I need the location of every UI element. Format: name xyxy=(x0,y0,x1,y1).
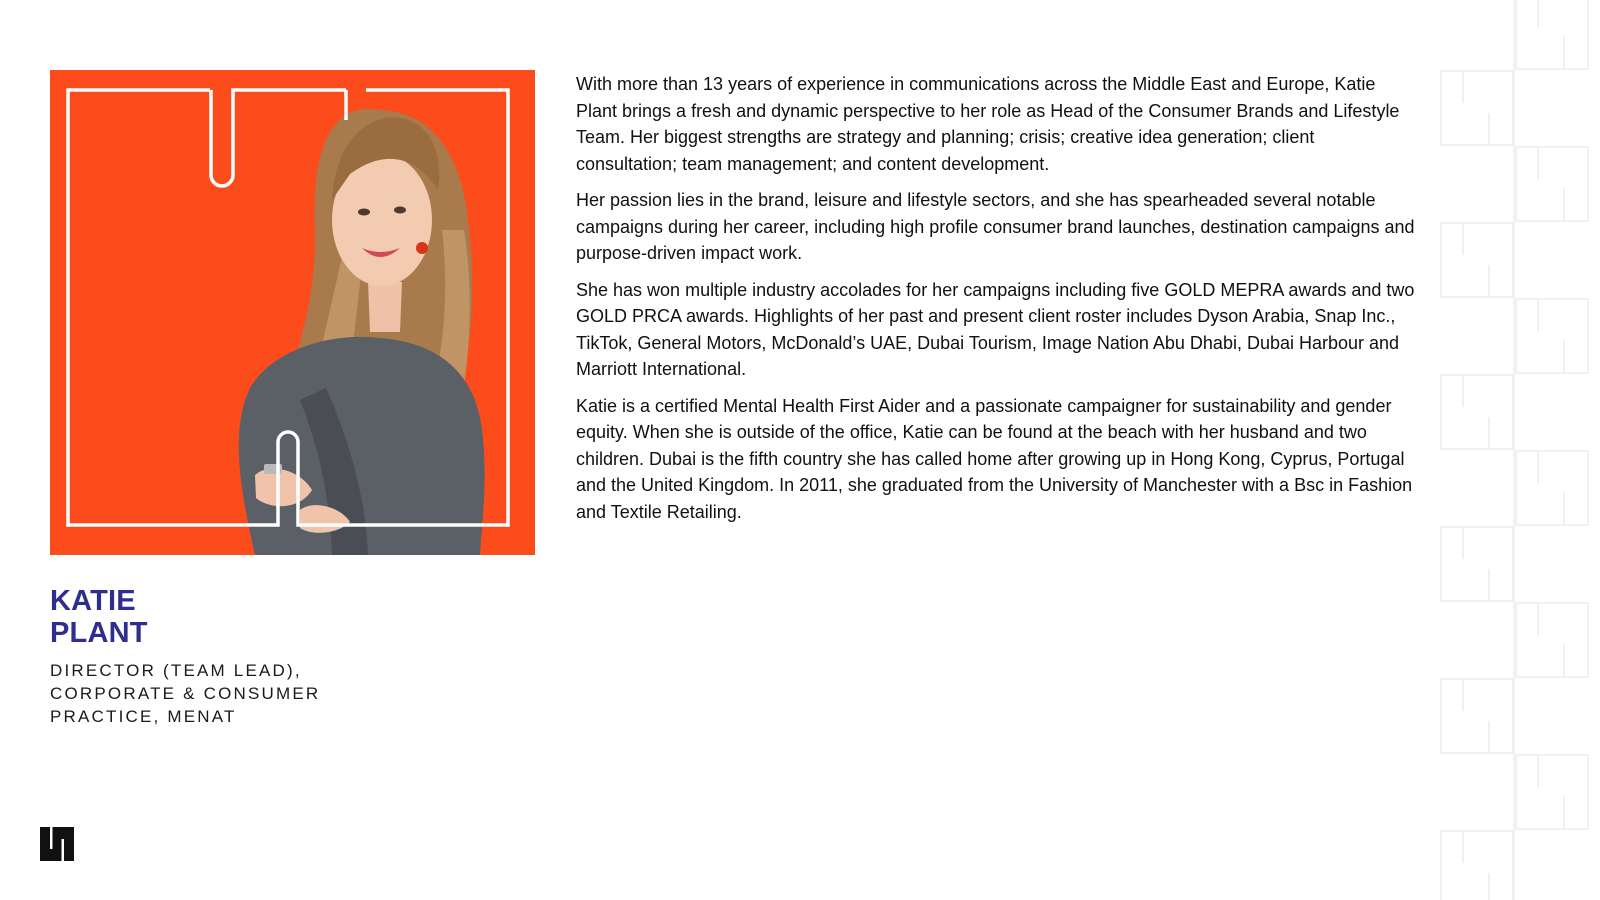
brand-logo-icon xyxy=(40,827,74,861)
job-title-line: CORPORATE & CONSUMER xyxy=(50,684,321,703)
person-first-name: KATIE xyxy=(50,585,136,617)
bio-paragraph: Katie is a certified Mental Health First Aider and a passionate campaigner for sustainability and gender equity. When she is outside of the office, Katie can be found at the beach with her husband and two children. Dubai is the fifth country she has called home after growing up in Hong Kong, Cyprus, Portugal and the United Kingdom. In 2011, she graduated from the University of Manchester with a Bsc in Fashion and Textile Retailing. xyxy=(576,395,1413,522)
bio-paragraph: She has won multiple industry accolades for her campaigns including five GOLD MEPRA awards and two GOLD PRCA awards. Highlights of her past and present client roster includes Dyson Arabia, Snap Inc., TikTok, General Motors, McDonald’s UAE, Dubai Tourism, Image Nation Abu Dhabi, Dubai Harbour and Marriott International. xyxy=(576,279,1415,379)
person-last-name: PLANT xyxy=(50,617,148,649)
portrait-photo xyxy=(50,70,535,555)
job-title-line: PRACTICE, MENAT xyxy=(50,707,237,726)
bio-paragraph: With more than 13 years of experience in communications across the Middle East and Europe, Katie Plant brings a fresh and dynamic perspective to her role as Head of the Consumer Brands and Lifestyle Team. Her biggest strengths are strategy and planning; crisis; creative idea generation; client consultation; team management; and content development. xyxy=(576,74,1400,174)
job-title xyxy=(50,659,370,728)
job-title-line: DIRECTOR (TEAM LEAD), xyxy=(50,661,302,680)
profile-header xyxy=(50,585,370,728)
biography xyxy=(576,71,1416,535)
brand-pattern-decoration xyxy=(1440,0,1600,900)
bio-paragraph: Her passion lies in the brand, leisure and lifestyle sectors, and she has spearheaded several notable campaigns during her career, including high profile consumer brand launches, destination campaigns and purpose-driven impact work. xyxy=(576,190,1415,263)
